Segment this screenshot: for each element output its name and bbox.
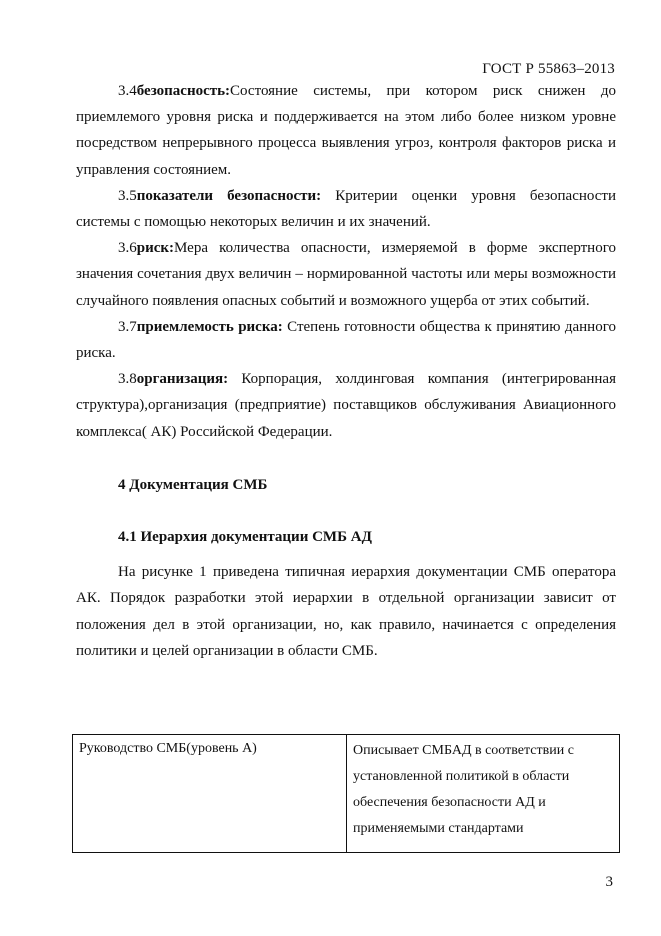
definition-number: 3.5 xyxy=(118,187,137,204)
definition-number: 3.4 xyxy=(118,83,137,99)
definition-number: 3.6 xyxy=(118,240,137,257)
hierarchy-table xyxy=(72,734,620,853)
section-4-heading: 4 Документация СМБ xyxy=(118,476,268,493)
definition-term: организация: xyxy=(136,371,229,388)
definition-number: 3.7 xyxy=(118,318,137,335)
definition-term: приемлемость риска: xyxy=(136,318,283,335)
definition-term: показатели безопасности: xyxy=(136,187,322,204)
definition-number: 3.8 xyxy=(118,371,137,388)
table-cell-level: Руководство СМБ(уровень А) xyxy=(73,735,347,852)
definition-text: Состояние системы, при котором риск снижен до приемлемого уровня риска и поддерживается на этом либо более низком уровне посредством непрерывного процесса выявления угроз, контроля факторов риска и управления состоянием. xyxy=(76,83,616,178)
definition-term: риск: xyxy=(136,240,175,257)
table-cell-description: Описывает СМБАД в соответствии с установленной политикой в области обеспечения безопасности АД и применяемыми стандартами xyxy=(353,743,574,836)
definition-3-6 xyxy=(76,235,616,314)
definition-term: безопасность: xyxy=(136,83,231,99)
definition-text: Корпорация, холдинговая компания (интегрированная структура),организация (предприятие) поставщиков обслуживания Авиационного комплекса( АК) Российской Федерации. xyxy=(76,371,616,440)
definition-text: Степень готовности общества к принятию данного риска. xyxy=(76,318,616,362)
definition-3-7 xyxy=(76,314,616,366)
document-header: ГОСТ Р 55863–2013 xyxy=(482,61,615,77)
definition-text: Мера количества опасности, измеряемой в форме экспертного значения сочетания двух величин – нормированной частоты или меры возможности случайного появления опасных событий и возможного ущерба от этих событий. xyxy=(76,240,616,309)
definition-3-4 xyxy=(76,78,616,183)
document-body xyxy=(76,78,616,664)
page-number: 3 xyxy=(605,874,613,890)
section-4-1-paragraph: На рисунке 1 приведена типичная иерархия документации СМБ оператора АК. Порядок разработки этой иерархии в отдельной организации зависит от положения дел в этой организации, но, как правило, начинается с определения политики и целей организации в области СМБ. xyxy=(76,564,616,659)
definition-3-5 xyxy=(76,183,616,235)
section-4-1-heading: 4.1 Иерархия документации СМБ АД xyxy=(118,529,372,546)
definition-3-8 xyxy=(76,366,616,445)
definition-text: Критерии оценки уровня безопасности системы с помощью некоторых величин и их значений. xyxy=(76,187,617,231)
